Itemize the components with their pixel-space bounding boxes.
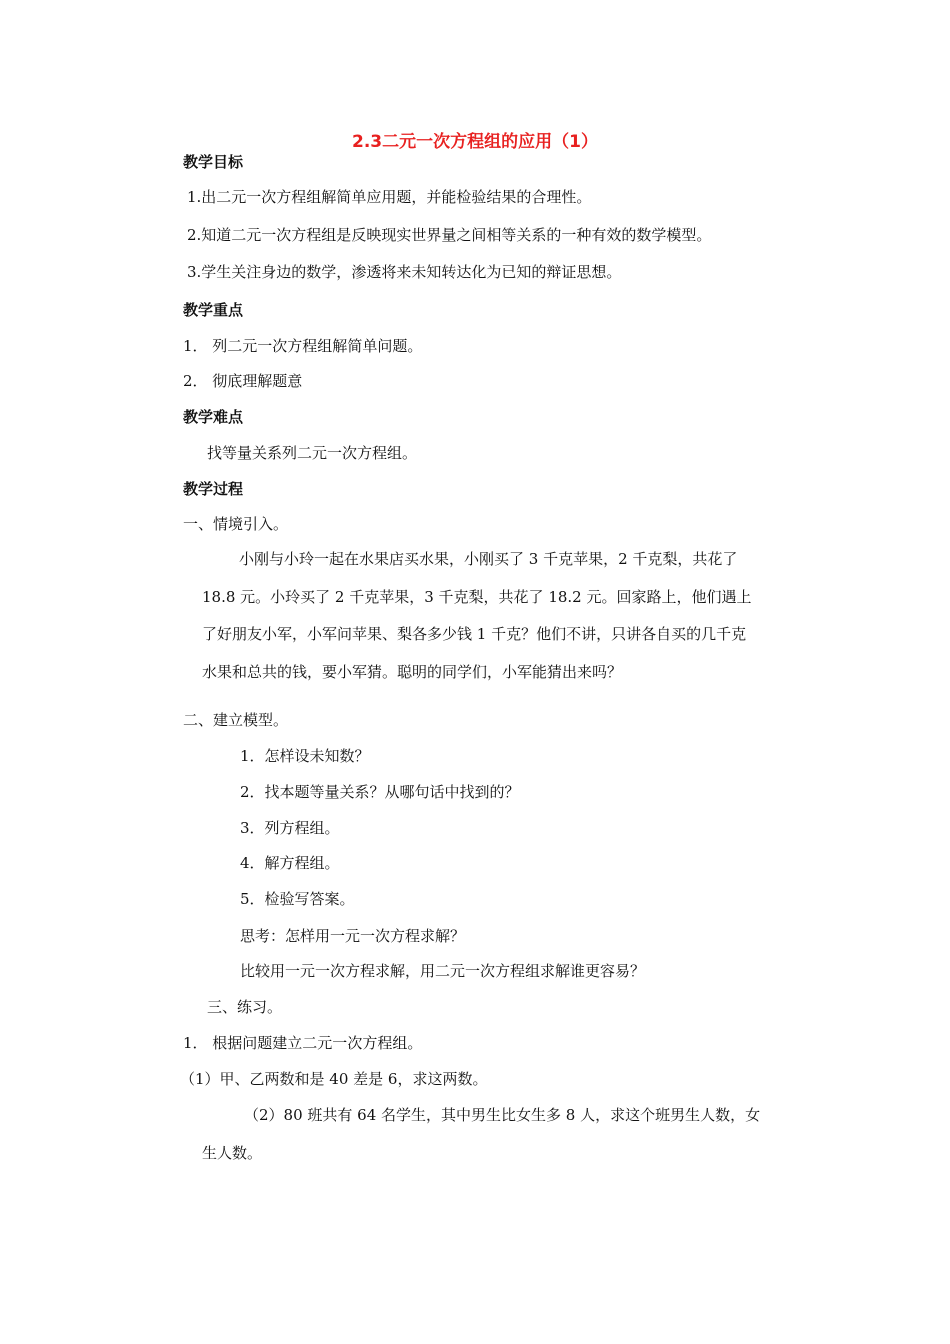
difficulties-text: 找等量关系列二元一次方程组。 (207, 444, 418, 462)
model-step: 4．解方程组。 (240, 854, 340, 872)
objective-item: 2.知道二元一次方程组是反映现实世界量之间相等关系的一种有效的数学模型。 (187, 226, 712, 244)
part2-title: 二、建立模型。 (183, 711, 289, 729)
model-step: 1．怎样设未知数？ (240, 747, 370, 765)
objective-item: 3.学生关注身边的数学，渗透将来未知转达化为已知的辩证思想。 (187, 263, 622, 281)
exercise-sub-question: （1）甲、乙两数和是 40 差是 6，求这两数。 (180, 1070, 488, 1088)
process-heading: 教学过程 (183, 480, 244, 498)
compare-question: 比较用一元一次方程求解，用二元一次方程组求解谁更容易？ (240, 962, 646, 980)
exercise-sub2-line: （2）80 班共有 64 名学生，其中男生比女生多 8 人，求这个班男生人数，女 (244, 1106, 761, 1124)
model-step: 3．列方程组。 (240, 819, 340, 837)
part1-title: 一、情境引入。 (183, 515, 289, 533)
exercise-sub-question-2 (202, 1097, 760, 1172)
key-point-item: 1． 列二元一次方程组解简单问题。 (183, 337, 423, 355)
objective-item: 1.出二元一次方程组解简单应用题，并能检验结果的合理性。 (187, 188, 592, 206)
scenario-line: 了好朋友小军，小军问苹果、梨各多少钱 1 千克？他们不讲，只讲各自买的几千克 (202, 625, 747, 643)
key-points-heading: 教学重点 (183, 301, 244, 319)
scenario-paragraph (202, 541, 752, 691)
model-step: 5．检验写答案。 (240, 890, 355, 908)
model-step: 2．找本题等量关系？从哪句话中找到的？ (240, 783, 520, 801)
scenario-line: 水果和总共的钱，要小军猜。聪明的同学们，小军能猜出来吗？ (202, 662, 623, 681)
exercise-question: 1． 根据问题建立二元一次方程组。 (183, 1034, 423, 1052)
objectives-heading: 教学目标 (183, 153, 244, 171)
part3-title: 三、练习。 (207, 998, 283, 1016)
exercise-sub2-line: 生人数。 (202, 1143, 263, 1162)
scenario-line: 小刚与小玲一起在水果店买水果，小刚买了 3 千克苹果，2 千克梨，共花了 (239, 550, 738, 568)
difficulties-heading: 教学难点 (183, 408, 244, 426)
scenario-line: 18.8 元。小玲买了 2 千克苹果，3 千克梨，共花了 18.2 元。回家路上，他们遇上 (202, 587, 752, 606)
document-title: 2.3二元一次方程组的应用（1） (352, 132, 598, 152)
think-question: 思考：怎样用一元一次方程求解？ (240, 927, 466, 945)
key-point-item: 2． 彻底理解题意 (183, 372, 303, 390)
